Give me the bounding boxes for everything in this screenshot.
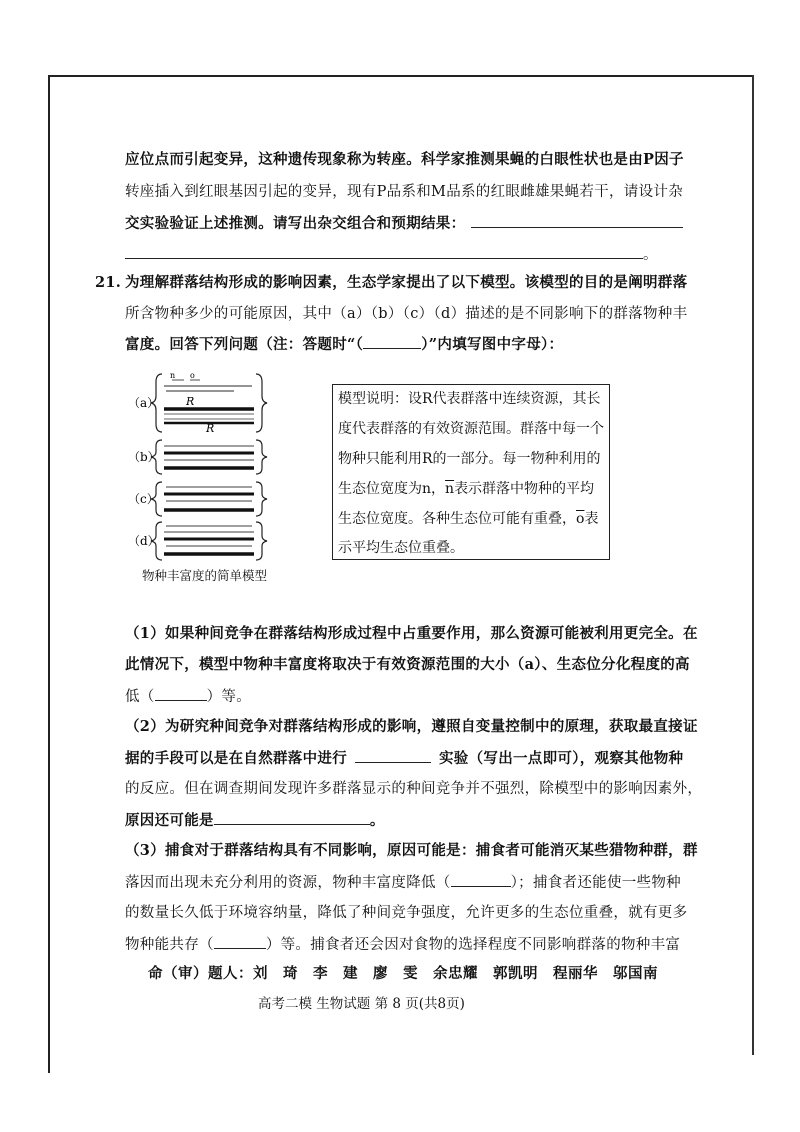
page-frame-right bbox=[752, 75, 754, 1055]
part-2-line-3: 的反应。但在调查期间发现许多群落显示的种间竞争并不强烈，除模型中的影响因素外， bbox=[125, 781, 703, 797]
question-21-line-2: 所含物种多少的可能原因，其中（a）（b）（c）（d）描述的是不同影响下的群落物种丰 bbox=[125, 306, 688, 322]
model-box-line-2: 度代表群落的有效资源范围。群落中每一个 bbox=[338, 421, 604, 437]
model-box-line-5 bbox=[338, 509, 598, 529]
model-box-line-4a: 生态位宽度为n， bbox=[338, 481, 446, 497]
intro-line-3 bbox=[125, 213, 683, 234]
part-3-line-4-pre: 物种能共存（ bbox=[125, 937, 214, 953]
page-frame-top bbox=[48, 75, 754, 77]
model-box-line-3: 物种只能利用R的一部分。每一物种利用的 bbox=[338, 451, 601, 467]
model-box-line-1: 模型说明：设R代表群落中连续资源，其长 bbox=[338, 391, 601, 407]
panel-d-right-brace bbox=[256, 522, 267, 560]
niche-overlap-label: o bbox=[190, 371, 195, 380]
part-3-line-3: 的数量长久低于环境容纳量，降低了种间竞争强度，允许更多的生态位重叠，就有更多 bbox=[125, 905, 688, 921]
page-number-info: 高考二模 生物试题 第 8 页(共8页) bbox=[258, 996, 465, 1012]
part-3-line-4 bbox=[125, 934, 680, 955]
intro-line-4 bbox=[125, 244, 658, 265]
panel-c-right-brace bbox=[256, 482, 267, 516]
model-box-line-4 bbox=[338, 479, 594, 499]
part-2-line-2 bbox=[125, 748, 683, 769]
question-21-line-3-post: ）”内填写图中字母）： bbox=[421, 336, 564, 353]
model-panel-a bbox=[128, 371, 267, 435]
model-panel-d bbox=[128, 522, 267, 560]
part-1-line-1: （1）如果种间竞争在群落结构形成过程中占重要作用，那么资源可能被利用更完全。在 bbox=[125, 625, 698, 642]
part-2-line-2-post: 实验（写出一点即可），观察其他物种 bbox=[439, 750, 684, 767]
page-frame-left bbox=[48, 75, 50, 1073]
answer-blank-intro-1[interactable] bbox=[471, 213, 683, 228]
intro-line-4-end: 。 bbox=[643, 247, 658, 263]
part-2-line-4-pre: 原因还可能是 bbox=[125, 812, 214, 829]
resource-label-top: R bbox=[186, 395, 195, 408]
part-2-line-4-post: 。 bbox=[369, 812, 385, 829]
intro-line-3-text: 交实验验证上述推测。请写出杂交组合和预期结果： bbox=[125, 215, 466, 232]
part-1-line-3-post: ）等。 bbox=[206, 689, 252, 705]
intro-line-2: 转座插入到红眼基因引起的变异，现有P品系和M品系的红眼雌雄果蝇若干，请设计杂 bbox=[125, 184, 683, 200]
answer-blank-2a[interactable] bbox=[355, 748, 431, 763]
mean-niche-overlap-symbol: $\overline{o}$ bbox=[576, 511, 585, 527]
part-2-line-1: （2）为研究种间竞争对群落结构形成的影响，遵照自变量控制中的原理，获取最直接证 bbox=[125, 718, 698, 735]
part-1-line-3-pre: 低（ bbox=[125, 689, 155, 705]
part-3-line-1: （3）捕食对于群落结构具有不同影响，原因可能是：捕食者可能消灭某些猎物种群，群 bbox=[125, 842, 698, 859]
answer-blank-1[interactable] bbox=[155, 686, 207, 701]
panel-b-label: （b） bbox=[128, 450, 160, 464]
model-panel-b bbox=[128, 440, 267, 474]
panel-d-label: （d） bbox=[128, 534, 160, 548]
question-21-line-3-pre: 富度。回答下列问题（注：答题时“（ bbox=[125, 336, 364, 353]
part-3-line-2-pre: 落因而出现未充分利用的资源，物种丰富度降低（ bbox=[125, 875, 451, 891]
part-3-line-4-post: ）等。捕食者还会因对食物的选择程度不同影响群落的物种丰富 bbox=[265, 937, 681, 953]
question-authors: 命（审）题人：刘 琦 李 建 廖 雯 余忠耀 郭凯明 程丽华 邬国南 bbox=[148, 966, 658, 982]
model-box-line-5a: 生态位宽度。各种生态位可能有重叠， bbox=[338, 511, 576, 527]
model-explanation-box bbox=[332, 384, 610, 560]
model-box-line-6: 示平均生态位重叠。 bbox=[338, 540, 464, 556]
part-1-line-2: 此情况下，模型中物种丰富度将取决于有效资源范围的大小（a）、生态位分化程度的高 bbox=[125, 656, 690, 673]
species-richness-model-figure bbox=[124, 368, 274, 568]
panel-b-right-brace bbox=[256, 440, 267, 474]
panel-a-label: （a） bbox=[128, 396, 160, 410]
question-21-line-3 bbox=[125, 334, 563, 355]
panel-a-right-brace bbox=[256, 374, 267, 432]
answer-blank-intro-2[interactable] bbox=[125, 244, 643, 259]
answer-blank-3a[interactable] bbox=[451, 872, 511, 887]
model-box-line-4b: 表示群落中物种的平均 bbox=[454, 481, 595, 497]
answer-blank-2b[interactable] bbox=[214, 810, 370, 825]
part-3-line-2-post: ）；捕食者还能使一些物种 bbox=[510, 875, 681, 891]
intro-line-1: 应位点而引起变异，这种遗传现象称为转座。科学家推测果蝇的白眼性状也是由P因子 bbox=[125, 151, 684, 168]
figure-caption: 物种丰富度的简单模型 bbox=[142, 568, 268, 583]
part-1-line-3 bbox=[125, 686, 251, 707]
part-2-line-2-pre: 据的手段可以是在自然群落中进行 bbox=[125, 750, 347, 767]
mean-niche-width-symbol: $\overline{n}$ bbox=[445, 481, 455, 497]
niche-width-label: n bbox=[170, 371, 176, 380]
question-21-number: 21. bbox=[95, 274, 122, 291]
resource-label-bottom: R bbox=[206, 422, 215, 435]
part-2-line-4 bbox=[125, 810, 385, 831]
panel-c-label: （c） bbox=[128, 492, 159, 506]
answer-blank-3b[interactable] bbox=[214, 934, 266, 949]
answer-blank-instruction bbox=[363, 334, 421, 349]
part-3-line-2 bbox=[125, 872, 681, 893]
model-box-line-5b: 表 bbox=[584, 511, 599, 527]
model-panel-c bbox=[128, 482, 267, 516]
question-21-line-1: 为理解群落结构形成的影响因素，生态学家提出了以下模型。该模型的目的是阐明群落 bbox=[125, 274, 688, 291]
